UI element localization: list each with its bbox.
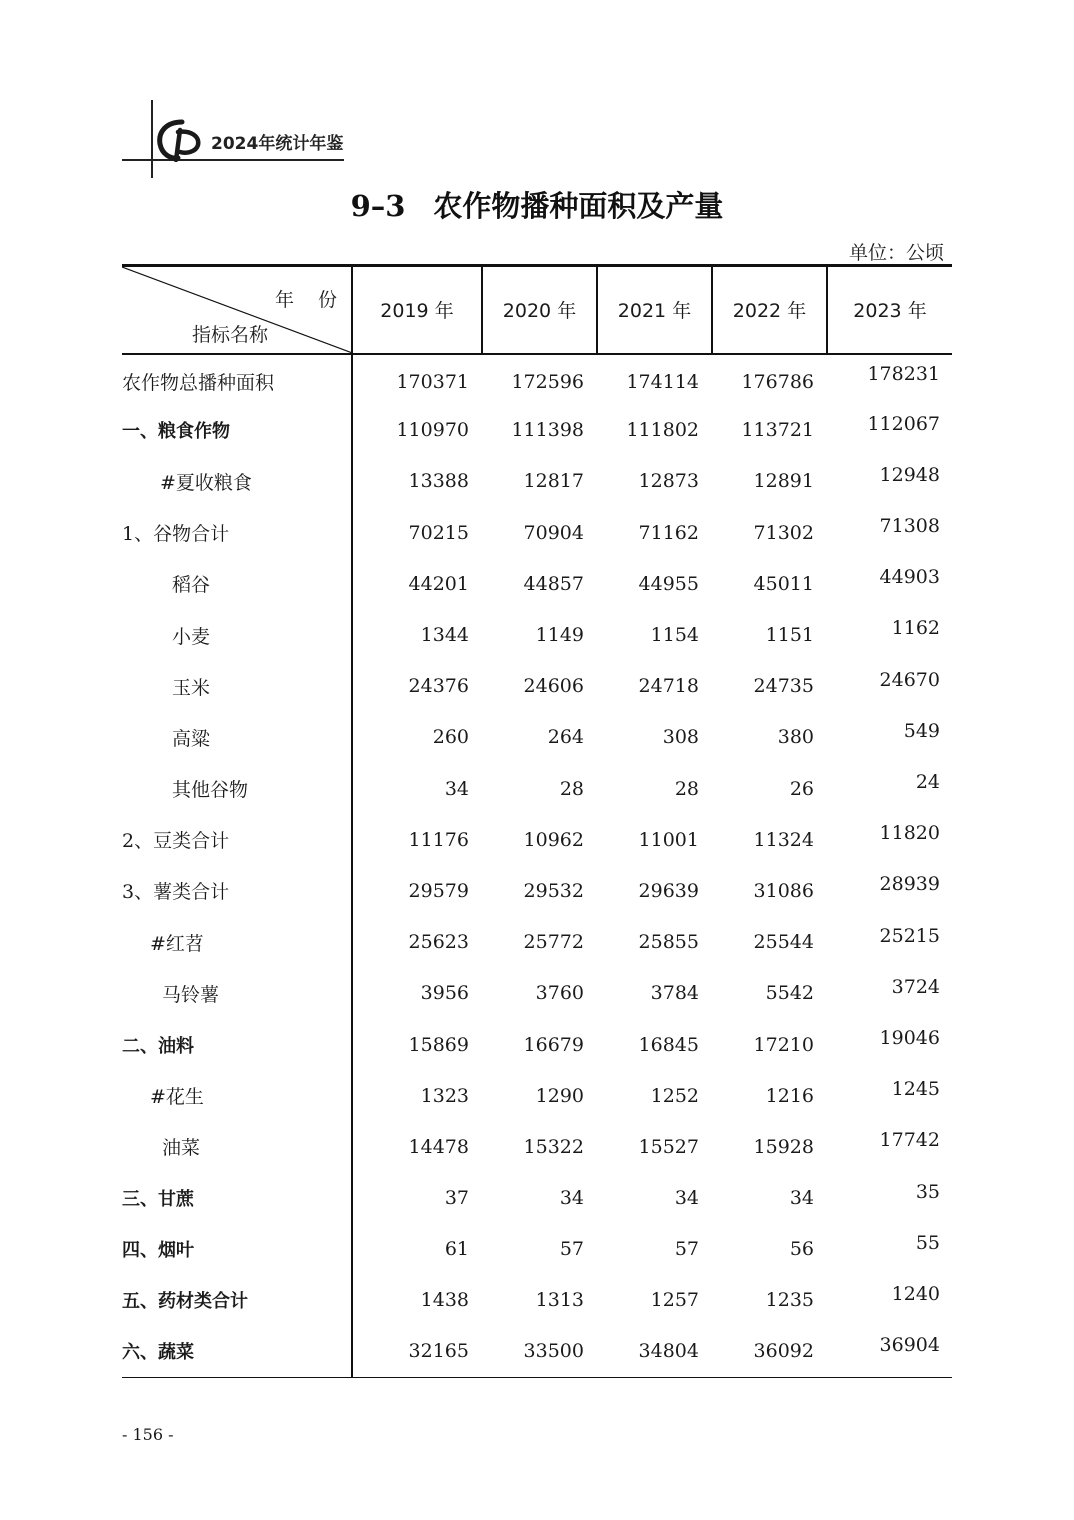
- table-cell: 25623: [352, 917, 482, 968]
- table-cell: 1154: [650, 624, 699, 647]
- table-row: [122, 1121, 952, 1172]
- table-number: 9–3: [350, 189, 406, 223]
- table-cell: 176786: [741, 370, 814, 393]
- table-row: [122, 814, 952, 865]
- table-cell: 70904: [523, 521, 584, 544]
- table-cell: 15527: [638, 1135, 699, 1158]
- row-label: 玉米: [172, 676, 211, 699]
- table-header-row: [122, 266, 952, 354]
- table-cell: 24670: [879, 668, 940, 691]
- table-cell: 12891: [753, 470, 814, 493]
- table-cell: 178231: [867, 362, 940, 385]
- row-label: 小麦: [172, 625, 211, 648]
- row-label: 三、甘蔗: [122, 1189, 194, 1211]
- table-cell: 71308: [879, 515, 940, 538]
- table-cell: 174114: [626, 370, 699, 393]
- table-cell: 5542: [765, 982, 814, 1005]
- table-cell: 12948: [879, 463, 940, 486]
- table-cell: 16845: [638, 1033, 699, 1056]
- table-row: [122, 917, 952, 968]
- table-cell: 12817: [523, 470, 584, 493]
- table-row: [122, 507, 952, 558]
- table-cell: 13388: [352, 456, 482, 507]
- table-row: [122, 763, 952, 814]
- table-row: [122, 354, 952, 405]
- table-cell: 3760: [535, 982, 584, 1005]
- row-label: 2、豆类合计: [122, 830, 230, 853]
- corner-year-label: 年 份: [274, 289, 337, 311]
- table-cell: 55: [915, 1231, 940, 1254]
- table-cell: 34: [559, 1187, 584, 1210]
- table-cell: 28: [559, 777, 584, 800]
- table-cell: 1313: [535, 1289, 584, 1312]
- table-row: [122, 558, 952, 609]
- table-cell: 25215: [879, 924, 940, 947]
- row-label: #夏收粮食: [160, 471, 252, 494]
- data-table: [122, 264, 952, 1378]
- table-row: [122, 1224, 952, 1275]
- table-cell: 110970: [352, 405, 482, 456]
- table-cell: 33500: [482, 1326, 597, 1377]
- corner-header-cell: [122, 266, 352, 354]
- table-row: [122, 968, 952, 1019]
- table-cell: 1245: [891, 1078, 940, 1101]
- corner-index-label: 指标名称: [192, 323, 269, 346]
- table-cell: 3956: [352, 968, 482, 1019]
- table-cell: 32165: [352, 1326, 482, 1377]
- table-cell: 44955: [638, 572, 699, 595]
- row-label: 其他谷物: [172, 779, 249, 802]
- table-cell: 29532: [523, 879, 584, 902]
- table-cell: 57: [674, 1238, 699, 1261]
- table-cell: 26: [789, 777, 814, 800]
- row-label: 3、薯类合计: [122, 881, 230, 904]
- column-header: 2021 年: [597, 266, 712, 354]
- table-cell: 260: [352, 712, 482, 763]
- table-cell: 15869: [352, 1019, 482, 1070]
- table-cell: 1235: [765, 1289, 814, 1312]
- row-label: 高粱: [172, 727, 211, 750]
- table-cell: 29639: [638, 879, 699, 902]
- row-label: 六、蔬菜: [122, 1326, 352, 1377]
- column-header: 2019 年: [352, 266, 482, 354]
- row-label: #红苕: [150, 932, 204, 955]
- table-row: [122, 1275, 952, 1326]
- table-cell: 16679: [523, 1033, 584, 1056]
- table-cell: 17210: [753, 1033, 814, 1056]
- table-cell: 15928: [753, 1135, 814, 1158]
- table-cell: 35: [915, 1180, 940, 1203]
- table-body: [122, 354, 952, 1378]
- table-cell: 36904: [827, 1326, 952, 1377]
- table-cell: 24: [915, 771, 940, 793]
- column-header: 2022 年: [712, 266, 827, 354]
- row-label: #花生: [150, 1086, 204, 1109]
- table-cell: 37: [352, 1173, 482, 1224]
- table-cell: 170371: [352, 354, 482, 405]
- table-cell: 1323: [352, 1070, 482, 1121]
- row-label: 马铃薯: [162, 983, 220, 1006]
- table-cell: 17742: [879, 1129, 940, 1152]
- table-cell: 56: [789, 1238, 814, 1261]
- row-label: 农作物总播种面积: [122, 372, 275, 395]
- table-row: [122, 1326, 952, 1377]
- table-cell: 31086: [753, 879, 814, 902]
- table-row: [122, 1070, 952, 1121]
- row-label: 二、油料: [122, 1035, 194, 1057]
- table-cell: 10962: [523, 828, 584, 851]
- table-cell: 25544: [753, 931, 814, 954]
- table-cell: 12873: [638, 470, 699, 493]
- table-cell: 3724: [891, 975, 940, 998]
- header-vertical-rule: [151, 100, 153, 178]
- table-cell: 24376: [352, 661, 482, 712]
- table-cell: 45011: [753, 572, 814, 595]
- table-cell: 29579: [352, 865, 482, 916]
- table-cell: 44201: [352, 558, 482, 609]
- table-cell: 1438: [352, 1275, 482, 1326]
- table-row: [122, 405, 952, 456]
- table-row: [122, 1019, 952, 1070]
- table-cell: 44857: [523, 572, 584, 595]
- table-row: [122, 456, 952, 507]
- table-cell: 71302: [753, 521, 814, 544]
- row-label: 五、药材类合计: [122, 1291, 248, 1313]
- table-cell: 19046: [879, 1026, 940, 1049]
- yearbook-logo-icon: [156, 118, 204, 162]
- column-header: 2023 年: [827, 266, 952, 354]
- table-cell: 15322: [523, 1135, 584, 1158]
- table-cell: 70215: [352, 507, 482, 558]
- table-cell: 34: [674, 1187, 699, 1210]
- table-row: [122, 1173, 952, 1224]
- table-cell: 24606: [523, 675, 584, 698]
- table-cell: 44903: [879, 566, 940, 589]
- table-cell: 308: [662, 726, 699, 749]
- table-cell: 71162: [638, 521, 699, 544]
- table-cell: 1290: [535, 1084, 584, 1107]
- table-cell: 3784: [650, 982, 699, 1005]
- table-cell: 1151: [765, 624, 814, 647]
- table-cell: 380: [777, 726, 814, 749]
- table-cell: 14478: [352, 1121, 482, 1172]
- table-cell: 1149: [535, 624, 584, 647]
- table-cell: 111802: [626, 419, 699, 442]
- table-row: [122, 865, 952, 916]
- table-cell: 24718: [638, 675, 699, 698]
- table-cell: 28: [674, 777, 699, 800]
- row-label: 稻谷: [172, 574, 211, 597]
- table-cell: 1240: [891, 1282, 940, 1305]
- table-cell: 1257: [650, 1289, 699, 1312]
- table-cell: 549: [903, 719, 940, 742]
- table-cell: 172596: [511, 370, 584, 393]
- table-cell: 34804: [597, 1326, 712, 1377]
- row-label: 四、烟叶: [122, 1240, 194, 1262]
- table-cell: 11001: [638, 828, 699, 851]
- table-cell: 28939: [879, 873, 940, 896]
- table-cell: 1216: [765, 1084, 814, 1107]
- table-row: [122, 609, 952, 660]
- table-cell: 1344: [352, 609, 482, 660]
- table-cell: 57: [559, 1238, 584, 1261]
- table-cell: 11176: [352, 814, 482, 865]
- table-cell: 11820: [879, 822, 940, 845]
- table-cell: 61: [352, 1224, 482, 1275]
- table-cell: 1252: [650, 1084, 699, 1107]
- table-cell: 11324: [753, 828, 814, 851]
- table-cell: 25772: [523, 931, 584, 954]
- table-cell: 113721: [741, 419, 814, 442]
- table-cell: 112067: [867, 412, 940, 435]
- table-cell: 111398: [511, 419, 584, 442]
- row-label: 一、粮食作物: [122, 421, 230, 443]
- column-header: 2020 年: [482, 266, 597, 354]
- table-cell: 264: [547, 726, 584, 749]
- table-cell: 34: [789, 1187, 814, 1210]
- table-cell: 36092: [712, 1326, 827, 1377]
- table-title: [0, 184, 1074, 225]
- table-row: [122, 712, 952, 763]
- row-label: 1、谷物合计: [122, 523, 230, 546]
- table-cell: 24735: [753, 675, 814, 698]
- table-cell: 34: [352, 763, 482, 814]
- row-label: 油菜: [162, 1137, 201, 1160]
- page-number: - 156 -: [122, 1425, 174, 1444]
- table-row: [122, 661, 952, 712]
- yearbook-title: 2024年统计年鉴: [211, 134, 344, 154]
- table-title-text: 农作物播种面积及产量: [433, 189, 724, 223]
- unit-label: 单位：公顷: [848, 242, 944, 264]
- table-cell: 1162: [891, 617, 940, 640]
- table-cell: 25855: [638, 931, 699, 954]
